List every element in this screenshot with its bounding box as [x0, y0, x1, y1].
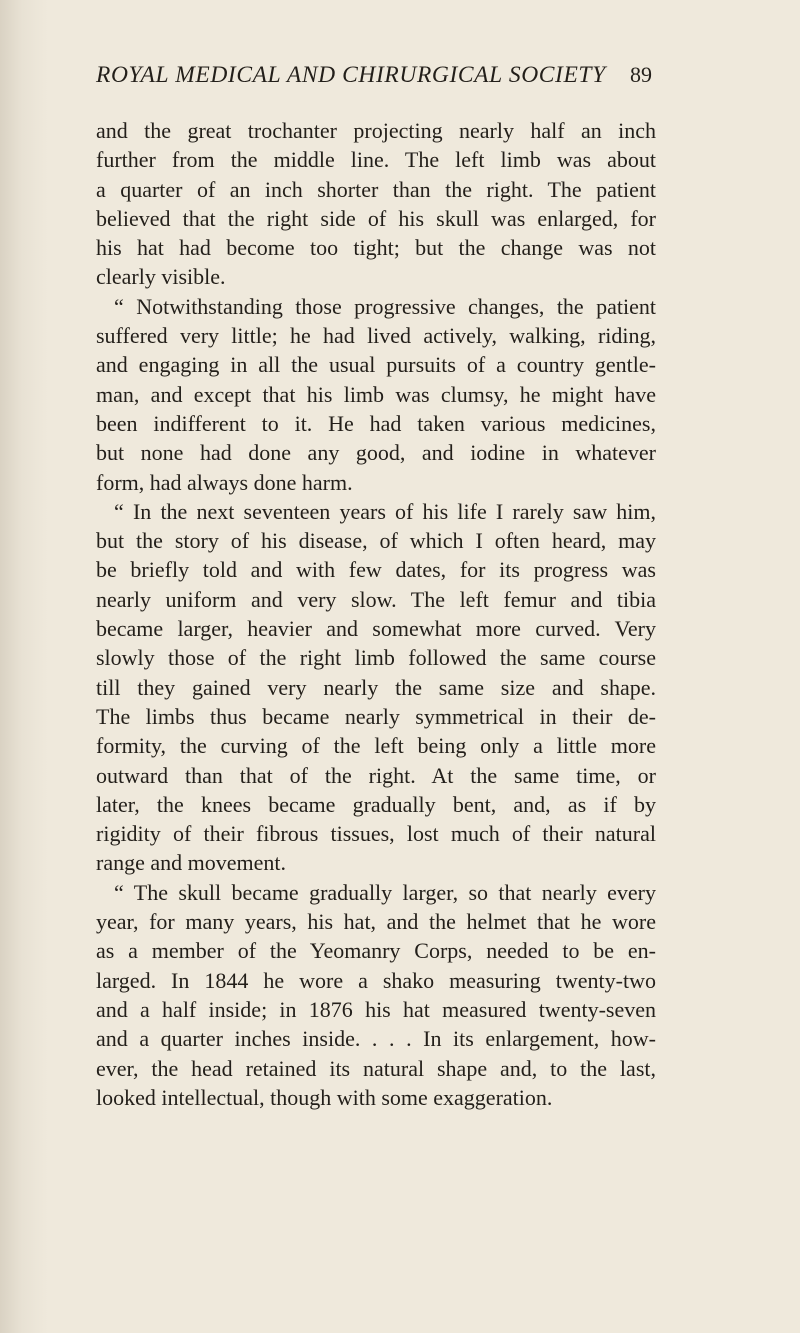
text-line: range and movement.	[96, 850, 286, 876]
text-line: and engaging in all the usual pursuits of a country gentle-	[96, 352, 656, 378]
text-line: “ Notwithstanding those progressive changes, the patient	[114, 293, 656, 319]
body-text	[96, 116, 656, 1112]
text-line: larged. In 1844 he wore a shako measuring twenty-two	[96, 967, 656, 993]
text-line: formity, the curving of the left being only a little more	[96, 733, 656, 759]
text-line: believed that the right side of his skull was enlarged, for	[96, 205, 656, 231]
text-line: “ The skull became gradually larger, so that nearly every	[114, 879, 656, 905]
text-line: but the story of his disease, of which I often heard, may	[96, 528, 656, 554]
text-line: ever, the head retained its natural shape and, to the last,	[96, 1055, 656, 1081]
text-line: till they gained very nearly the same size and shape.	[96, 674, 656, 700]
text-line: rigidity of their fibrous tissues, lost much of their natural	[96, 821, 656, 847]
text-line: “ In the next seventeen years of his life I rarely saw him,	[114, 498, 656, 524]
text-line: The limbs thus became nearly symmetrical in their de-	[96, 703, 656, 729]
running-head: ROYAL MEDICAL AND CHIRURGICAL SOCIETY	[96, 62, 606, 88]
text-line: suffered very little; he had lived actively, walking, riding,	[96, 323, 656, 349]
text-line: and a half inside; in 1876 his hat measured twenty-seven	[96, 996, 656, 1022]
text-line: clearly visible.	[96, 264, 226, 290]
text-line: a quarter of an inch shorter than the right. The patient	[96, 176, 656, 202]
text-line: but none had done any good, and iodine in whatever	[96, 440, 656, 466]
text-line: his hat had become too tight; but the change was not	[96, 235, 656, 261]
text-line: further from the middle line. The left limb was about	[96, 147, 656, 173]
text-line: and a quarter inches inside. . . . In its enlargement, how-	[96, 1026, 656, 1052]
page-header	[96, 62, 652, 98]
text-line: slowly those of the right limb followed the same course	[96, 645, 656, 671]
page-number: 89	[630, 62, 652, 87]
text-line: outward than that of the right. At the same time, or	[96, 762, 656, 788]
text-line: been indifferent to it. He had taken various medicines,	[96, 410, 656, 436]
text-line: be briefly told and with few dates, for its progress was	[96, 557, 656, 583]
text-line: man, and except that his limb was clumsy, he might have	[96, 381, 656, 407]
text-line: and the great trochanter projecting nearly half an inch	[96, 118, 656, 143]
text-line: year, for many years, his hat, and the helmet that he wore	[96, 909, 656, 935]
text-line: nearly uniform and very slow. The left femur and tibia	[96, 586, 656, 612]
text-line: became larger, heavier and somewhat more curved. Very	[96, 616, 656, 642]
text-line: later, the knees became gradually bent, and, as if by	[96, 791, 656, 817]
text-line: form, had always done harm.	[96, 469, 353, 495]
text-line: looked intellectual, though with some exaggeration.	[96, 1084, 553, 1110]
text-line: as a member of the Yeomanry Corps, needed to be en-	[96, 938, 656, 964]
